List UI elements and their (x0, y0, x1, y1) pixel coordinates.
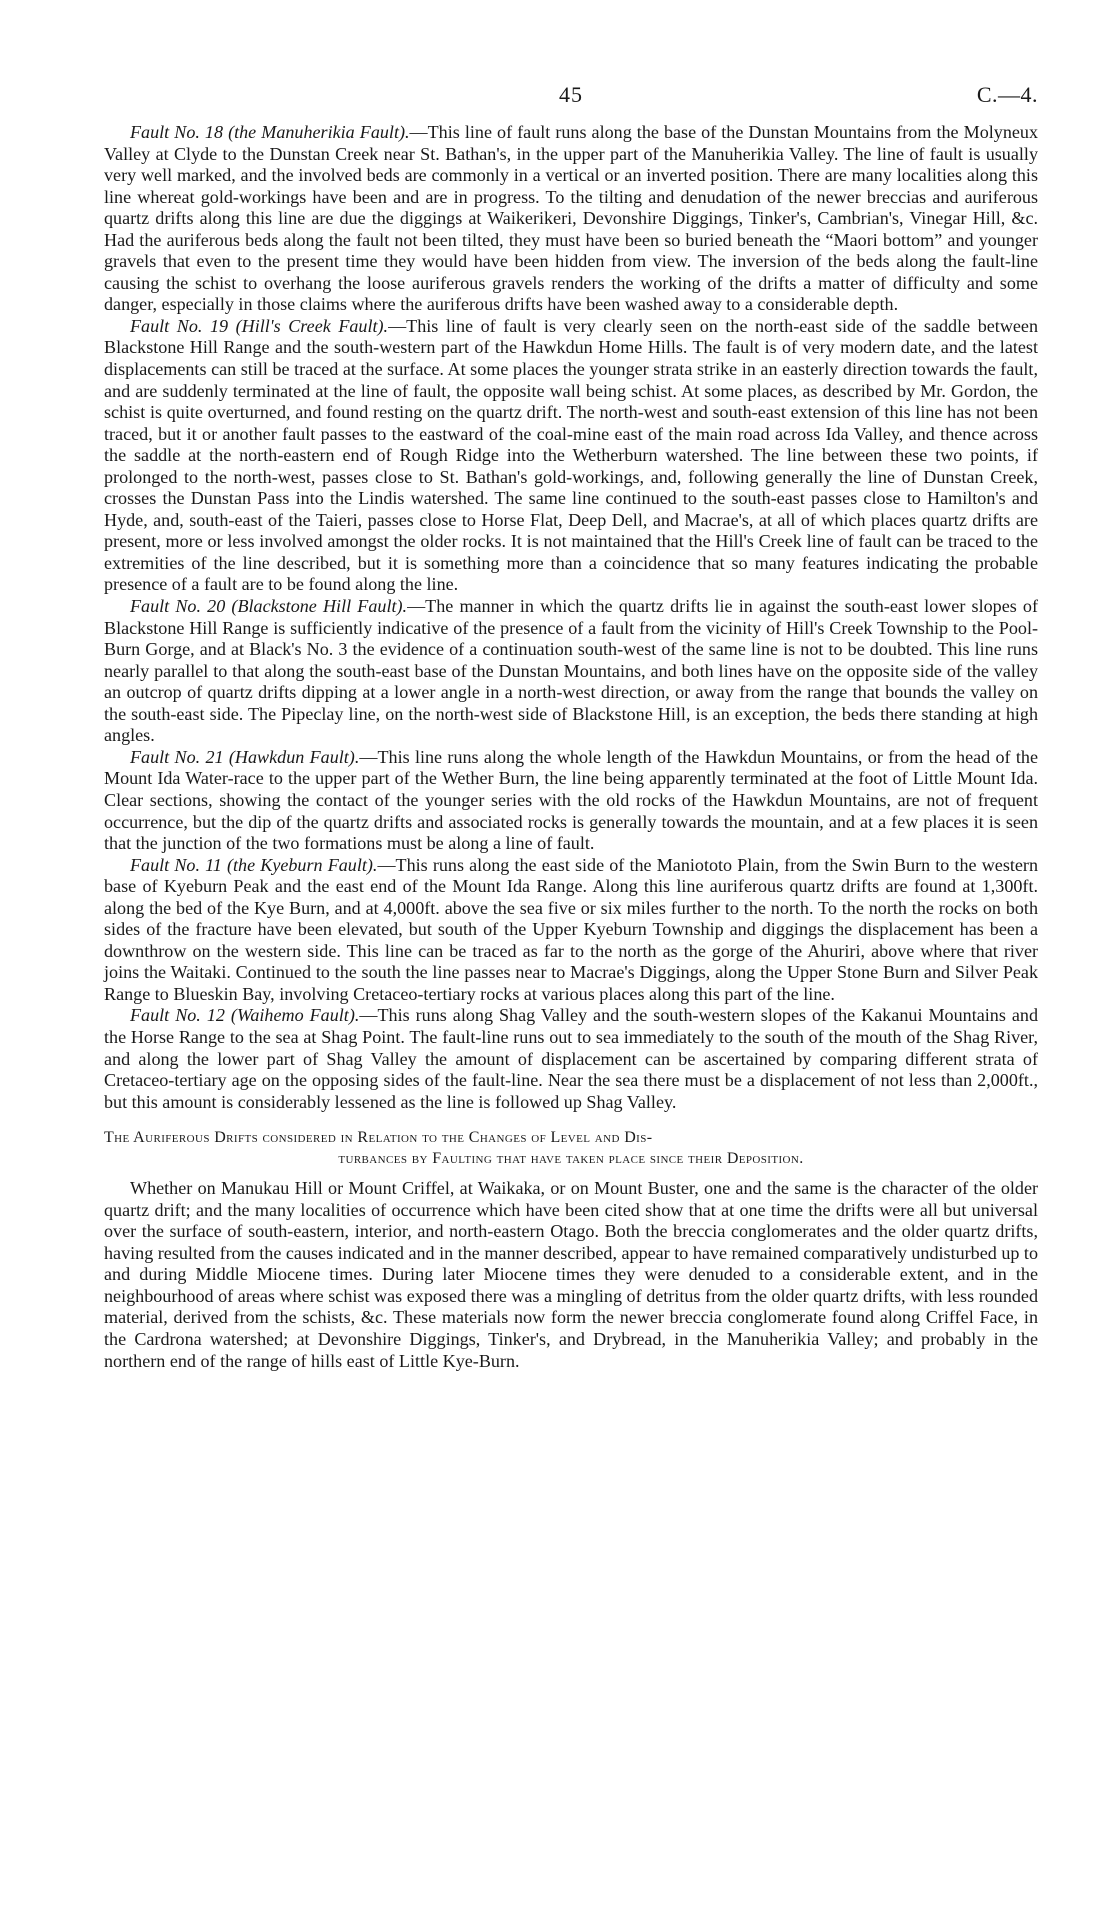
section-heading-line-1: The Auriferous Drifts considered in Relation to the Changes of Level and Dis- (104, 1129, 653, 1147)
paragraph-fault-20 (104, 596, 1038, 747)
fault-title: Fault No. 11 (the Kyeburn Fault). (130, 854, 378, 875)
page-number: 45 (559, 82, 583, 107)
fault-title: Fault No. 20 (Blackstone Hill Fault). (130, 596, 408, 617)
paragraph-fault-18 (104, 122, 1038, 316)
paragraph-body: —This line of fault is very clearly seen on the north-east side of the saddle between Blackstone Hill Range and the south-western part of the Hawkdun Home Hills. The fault is of very modern date, and the latest displacements can still be traced at the surface. At some places the younger strata strike in an easterly direction towards the fault, and are suddenly terminated at the line of fault, the opposite wall being schist. At some places, as described by Mr. Gordon, the schist is quite overturned, and found resting on the quartz drift. The north-west and south-east extension of this line has not been traced, but it or another fault passes to the eastward of the coal-mine east of the main road across Ida Valley, and thence across the saddle at the north-eastern end of Rough Ridge into the Wetherburn watershed. The line between these two points, if prolonged to the north-west, passes close to St. Bathan's gold-workings, and, following generally the line of Dunstan Creek, crosses the Dunstan Pass into the Lindis watershed. The same line continued to the south-east passes close to Hamilton's and Hyde, and, south-east of the Taieri, passes close to Horse Flat, Deep Dell, and Macrae's, at all of which places quartz drifts are present, more or less involved amongst the older rocks. It is not maintained that the Hill's Creek line of fault can be traced to the extremities of the line described, but it is something more than a coincidence that so many features indicating the probable presence of a fault are to be found along the line. (104, 315, 1038, 595)
paragraph-fault-12 (104, 1005, 1038, 1113)
series-reference: C.—4. (976, 82, 1038, 107)
paragraph-fault-21 (104, 747, 1038, 855)
paragraph-body: —This runs along Shag Valley and the south-western slopes of the Kakanui Mountains and the Horse Range to the sea at Shag Point. The fault-line runs out to sea immediately to the south of the mouth of the Shag River, and along the lower part of Shag Valley the amount of displacement can be ascertained by comparing different strata of Cretaceo-tertiary age on the opposing sides of the fault-line. Near the sea there must be a displacement of not less than 2,000ft., but this amount is considerably lessened as the line is followed up Shag Valley. (104, 1005, 1038, 1112)
fault-title: Fault No. 19 (Hill's Creek Fault). (130, 315, 389, 336)
paragraph-body: —The manner in which the quartz drifts lie in against the south-east lower slopes of Blackstone Hill Range is sufficiently indicative of the presence of a fault from the vicinity of Hill's Creek Township to the Pool-Burn Gorge, and at Black's No. 3 the evidence of a continuation south-west of the same line is not to be doubted. This line runs nearly parallel to that along the south-east base of the Dunstan Mountains, and both lines have on the opposite side of the valley an outcrop of quartz drifts dipping at a lower angle in a north-west direction, or away from the range that bounds the valley on the south-east side. The Pipeclay line, on the north-west side of Blackstone Hill, is an exception, the beds there standing at high angles. (104, 596, 1038, 746)
section-body-paragraph: Whether on Manukau Hill or Mount Criffel, at Waikaka, or on Mount Buster, one and the same is the character of the older quartz drift; and the many localities of occurrence which have been cited show that at one time the drifts were all but universal over the surface of south-eastern, interior, and north-eastern Otago. Both the breccia conglomerates and the older quartz drifts, having resulted from the causes indicated and in the manner described, appear to have remained comparatively undisturbed up to and during Middle Miocene times. During later Miocene times they were denuded to a considerable extent, and in the neighbourhood of areas where schist was exposed there was a mingling of detritus from the older quartz drifts, with less rounded material, derived from the schists, &c. These materials now form the newer breccia conglomerate found along Criffel Face, in the Cardrona watershed; at Devonshire Diggings, Tinker's, and Drybread, in the Manuherikia Valley; and probably in the northern end of the range of hills east of Little Kye-Burn. (104, 1178, 1039, 1371)
paragraph-fault-11 (104, 855, 1038, 1006)
fault-title: Fault No. 12 (Waihemo Fault). (130, 1005, 360, 1026)
fault-title: Fault No. 18 (the Manuherikia Fault). (130, 122, 410, 142)
fault-title: Fault No. 21 (Hawkdun Fault). (130, 746, 360, 767)
page-header (104, 82, 1038, 122)
section-heading (104, 1127, 1038, 1169)
paragraph-body: —This line of fault runs along the base of the Dunstan Mountains from the Molyneux Valley at Clyde to the Dunstan Creek near St. Bathan's, in the upper part of the Manuherikia Valley. The line of fault is usually very well marked, and the involved beds are commonly in a vertical or an inverted position. There are many localities along this line whereat gold-workings have been and are in progress. To the tilting and denudation of the newer breccias and auriferous quartz drifts along this line are due the diggings at Waikerikeri, Devonshire Diggings, Tinker's, Cambrian's, Vinegar Hill, &c. Had the auriferous beds along the fault not been tilted, they must have been so buried beneath the “Maori bottom” and younger gravels that even to the present time they would have been hidden from view. The inversion of the beds along the fault-line causing the schist to overhang the loose auriferous gravels renders the working of the drifts a matter of difficulty and some danger, especially in those claims where the auriferous drifts have been washed away to a considerable depth. (104, 122, 1038, 315)
paragraph-body: —This runs along the east side of the Maniototo Plain, from the Swin Burn to the western base of Kyeburn Peak and the east end of the Mount Ida Range. Along this line auriferous quartz drifts are found at 1,300ft. along the bed of the Kye Burn, and at 4,000ft. above the sea five or six miles further to the north. To the north the rocks on both sides of the fracture have been elevated, but south of the Upper Kyeburn Township and diggings the displacement has been a downthrow on the western side. This line can be traced as far to the north as the gorge of the Ahuriri, above where that river joins the Waitaki. Continued to the south the line passes near to Macrae's Diggings, along the Upper Stone Burn and Silver Peak Range to Blueskin Bay, involving Cretaceo-tertiary rocks at various places along this part of the line. (104, 854, 1038, 1004)
section-heading-line-2: turbances by Faulting that have taken place since their Deposition. (338, 1150, 804, 1168)
paragraph-body: —This line runs along the whole length of the Hawkdun Mountains, or from the head of the Mount Ida Water-race to the upper part of the Wether Burn, the line being apparently terminated at the foot of Little Mount Ida. Clear sections, showing the contact of the younger series with the old rocks of the Hawkdun Mountains, are not of frequent occurrence, but the dip of the quartz drifts and associated rocks is generally towards the mountain, and at a few places it is seen that the junction of the two formations must be along a line of fault. (104, 746, 1039, 854)
document-page (104, 82, 1038, 1372)
paragraph-fault-19 (104, 316, 1038, 596)
